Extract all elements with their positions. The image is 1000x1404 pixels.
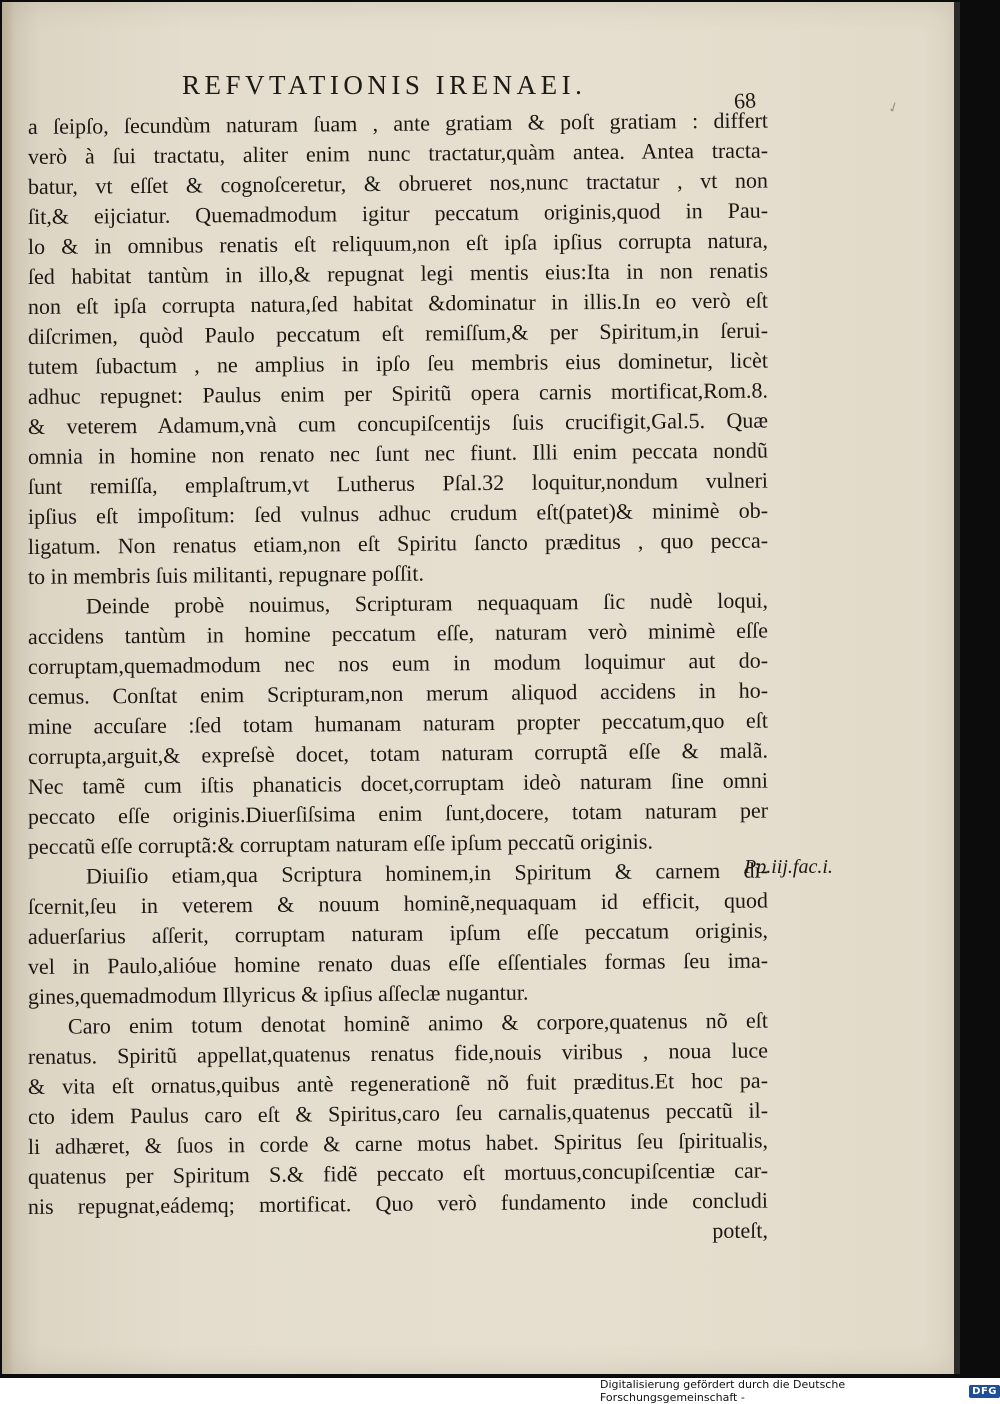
text-line: non eſt ipſa corrupta natura,ſed habitat &dominatur in illis.In eo verò eſt	[27, 287, 769, 319]
text-line: to in membris ſuis militanti, repugnare poſſit.	[27, 560, 425, 589]
text-line: vel in Paulo,alióue homine renato duas eſſe eſſentiales formas ſeu ima-	[27, 947, 769, 979]
dfg-logo: DFG	[969, 1385, 1000, 1398]
footer-credit	[600, 1378, 1000, 1404]
page-number: 68	[733, 87, 757, 114]
text-line: li adhæret, & ſuos in corde & carne motus habet. Spiritus ſeu ſpiritualis,	[27, 1127, 769, 1159]
text-line: cemus. Conſtat enim Scripturam,non merum aliquod accidens in ho-	[27, 677, 769, 709]
paragraph-start-line: Deinde probè nouimus, Scripturam nequaquam ſic nudè loqui,	[85, 587, 769, 619]
text-line: cto idem Paulus caro eſt & Spiritus,caro ſeu carnalis,quatenus peccatũ il-	[27, 1097, 769, 1129]
text-line: lo & in omnibus renatis eſt reliquum,non eſt ipſa ipſius corrupta natura,	[27, 227, 769, 259]
text-line: batur, vt eſſet & cognoſceretur, & obrueret nos,nunc tractatur , vt non	[27, 167, 769, 199]
paragraph-start-line: Caro enim totum denotat hominẽ animo & corpore,quatenus nõ eſt	[67, 1007, 769, 1039]
text-line: accidens tantùm in homine peccatum eſſe, naturam verò minimè eſſe	[27, 617, 769, 649]
text-line: corruptam,quemadmodum nec nos eum in modum loquimur aut do-	[27, 647, 769, 679]
text-line: a ſeipſo, ſecundùm naturam ſuam , ante gratiam & poſt gratiam : differt	[27, 107, 769, 139]
text-line: peccatũ eſſe corruptã:& corruptam naturam eſſe ipſum peccatũ originis.	[27, 828, 654, 859]
text-line: quatenus per Spiritum S.& fidẽ peccato eſt mortuus,concupiſcentiæ car-	[27, 1157, 769, 1189]
page-edge	[954, 2, 960, 1374]
margin-mark: ✓	[885, 98, 903, 118]
text-line: ligatum. Non renatus etiam,non eſt Spiritu ſancto præditus , quo pecca-	[27, 527, 769, 559]
text-line: & veterem Adamum,vnà cum concupiſcentijs ſuis crucifigit,Gal.5. Quæ	[27, 407, 769, 439]
text-line: peccato eſſe originis.Diuerſiſsima enim ſunt,docere, totam naturam per	[27, 797, 769, 829]
text-line: ſunt remiſſa, emplaſtrum,vt Lutherus Pſal.32 loquitur,nondum vulneri	[27, 467, 769, 499]
funding-credit-text: Digitalisierung gefördert durch die Deutsche Forschungsgemeinschaft -	[600, 1378, 846, 1404]
text-line: & vita eſt ornatus,quibus antè regenerationẽ nõ fuit præditus.Et hoc pa-	[27, 1067, 769, 1099]
text-line: adhuc repugnet: Paulus enim per Spiritũ opera carnis mortificat,Rom.8.	[27, 377, 769, 409]
text-line: ſed habitat tantùm in illo,& repugnat legi mentis eius:Ita in non renatis	[27, 257, 769, 289]
text-line: nis repugnat,eádemq; mortificat. Quo verò fundamento inde concludi	[27, 1187, 769, 1219]
text-line: ipſius eſt impoſitum: ſed vulnus adhuc crudum eſt(patet)& minimè ob-	[27, 497, 769, 529]
text-line: gines,quemadmodum Illyricus & ipſius aſſeclæ nugantur.	[27, 979, 529, 1009]
text-line: mine accuſare :ſed totam humanam naturam propter peccatum,quo eſt	[27, 707, 769, 739]
text-line: renatus. Spiritũ appellat,quatenus renatus fide,nouis viribus , noua luce	[27, 1037, 769, 1069]
binding-shadow	[2, 2, 14, 1374]
text-line: Nec tamẽ cum iſtis phanaticis docet,corruptam ideò naturam ſine omni	[27, 767, 769, 799]
text-line: diſcrimen, quòd Paulo peccatum eſt remiſſum,& per Spiritum,in ſerui-	[27, 317, 769, 349]
text-line: ſcernit,ſeu in veterem & nouum hominẽ,nequaquam id efficit, quod	[27, 887, 769, 919]
text-line: aduerſarius aſſerit, corruptam naturam ipſum eſſe peccatum originis,	[27, 917, 769, 949]
marginal-note: Pp.iij.fac.i.	[744, 856, 833, 878]
text-line: omnia in homine non renato nec ſunt nec fiunt. Illi enim peccata nondũ	[27, 437, 769, 469]
text-line: verò à ſui tractatu, aliter enim nunc tractatur,quàm antea. Antea tracta-	[27, 137, 769, 169]
running-head: REFVTATIONIS IRENAEI.	[182, 70, 587, 100]
text-line: corrupta,arguit,& expreſsè docet, totam naturam corruptã eſſe & malã.	[27, 737, 769, 769]
catchword: poteſt,	[712, 1217, 769, 1244]
text-line: tutem ſubactum , ne amplius in ipſo ſeu membris eius dominetur, licèt	[27, 347, 769, 379]
paragraph-start-line: Diuiſio etiam,qua Scriptura hominem,in Spiritum & carnem di-	[85, 857, 769, 889]
body-text	[27, 107, 769, 1252]
text-line: ſit,& eijciatur. Quemadmodum igitur peccatum originis,quod in Pau-	[27, 197, 769, 229]
